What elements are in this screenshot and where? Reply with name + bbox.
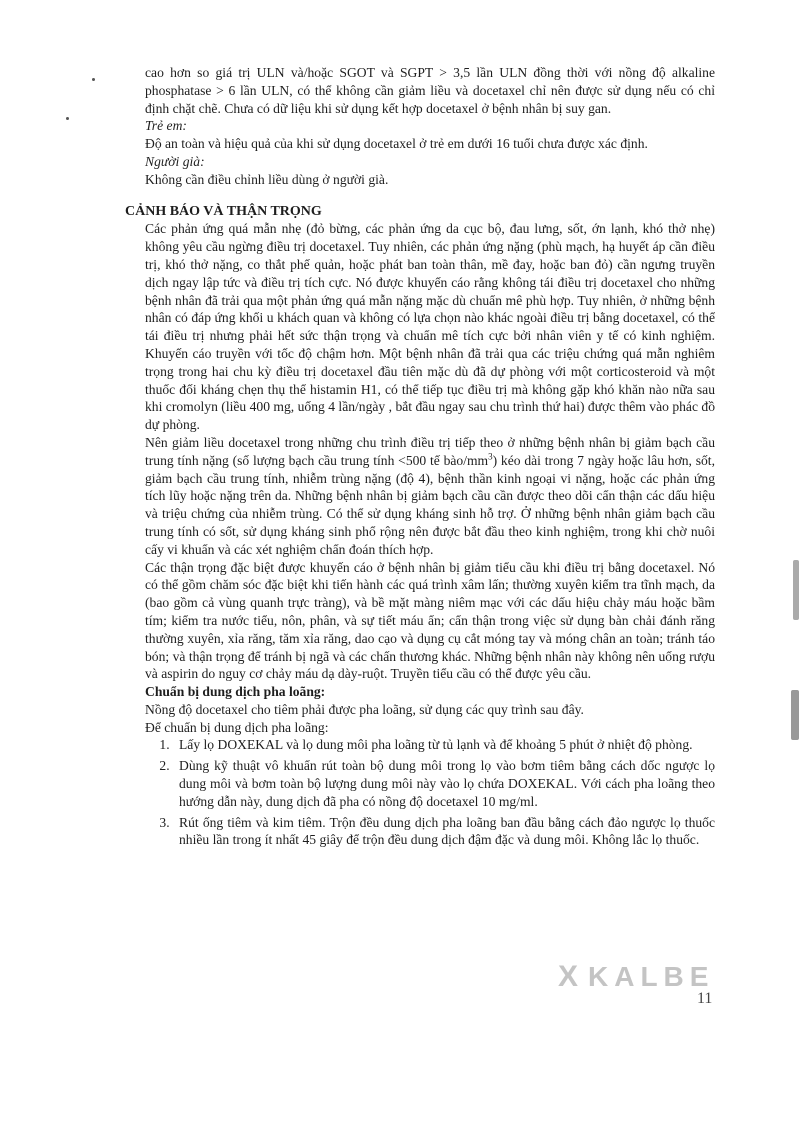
kalbe-logo-text: KALBE	[588, 961, 715, 992]
scan-edge-mark	[791, 690, 799, 740]
elderly-text: Không cần điều chỉnh liều dùng ở người già.	[145, 171, 389, 187]
scan-speck	[92, 78, 95, 81]
preparation-steps	[145, 736, 715, 849]
elderly-label: Người già:	[145, 153, 205, 169]
preparation-line-2: Để chuẩn bị dung dịch pha loãng:	[145, 719, 329, 735]
step-1: 1. Lấy lọ DOXEKAL và lọ dung môi pha loãng từ tủ lạnh và để khoảng 5 phút ở nhiệt độ phòng.	[173, 736, 715, 754]
warnings-paragraph-2-end: ) kéo dài trong 7 ngày hoặc lâu hơn, sốt, giảm bạch cầu trung tính, nhiễm trùng nặng (độ 4), bệnh thần kinh ngoại vi nặng, hoặc các phản ứng tích lũy hoặc nặng trên da. Những bệnh nhân bị giảm bạch cầu cần được theo dõi cẩn thận các dấu hiệu và triệu chứng của nhiễm trùng. Có thể sử dụng kháng sinh hỗ trợ. Ở những bệnh nhân giảm bạch cầu trung tính có sốt, sử dụng kháng sinh phổ rộng nên được bắt đầu theo kinh nghiệm, trong khi chờ nuôi cấy vi khuẩn và các xét nghiệm chẩn đoán thích hợp.	[145, 452, 715, 557]
warnings-heading: CẢNH BÁO VÀ THẬN TRỌNG	[125, 203, 322, 219]
step-3: 3. Rút ống tiêm và kim tiêm. Trộn đều dung dịch pha loãng ban đầu bằng cách đảo ngược lọ thuốc nhiều lần trong ít nhất 45 giây để trộn đều dung dịch đậm đặc và dung môi. Không lắc lọ thuốc.	[173, 814, 715, 850]
warnings-paragraph-3: Các thận trọng đặc biệt được khuyến cáo ở bệnh nhân bị giảm tiểu cầu khi điều trị bằng docetaxel. Nó có thể gồm chăm sóc đặc biệt khi tiến hành các quá trình xâm lấn; thường xuyên kiểm tra tĩnh mạch, da (bao gồm cả vùng quanh trực tràng), và bề mặt màng niêm mạc với các dấu hiệu chảy máu hoặc bầm tím; kiểm tra nước tiểu, nôn, phân, và sự tiết máu ẩn; cẩn thận trong việc sử dụng bàn chải đánh răng thường xuyên, xỉa răng, tăm xỉa răng, dao cạo và dụng cụ cắt móng tay và móng chân an toàn; tránh táo bón; và thận trọng để tránh bị ngã và các chấn thương khác. Những bệnh nhân này không nên uống rượu và aspirin do nguy cơ chảy máu dạ dày-ruột. Truyền tiểu cầu có thể được yêu cầu.	[145, 559, 715, 682]
preparation-heading: Chuẩn bị dung dịch pha loãng:	[145, 684, 326, 700]
children-text: Độ an toàn và hiệu quả của khi sử dụng docetaxel ở trẻ em dưới 16 tuổi chưa được xác định.	[145, 136, 648, 152]
children-label: Trẻ em:	[145, 118, 187, 134]
kalbe-watermark	[558, 960, 714, 994]
superscript-3: 3	[488, 451, 493, 462]
scan-speck	[66, 117, 69, 120]
warnings-paragraph-1: Các phản ứng quá mẫn nhẹ (đỏ bừng, các phản ứng da cục bộ, đau lưng, sốt, ớn lạnh, khó thở nhẹ) không yêu cầu ngừng điều trị docetaxel. Tuy nhiên, các phản ứng nặng (phù mạch, hạ huyết áp cần điều trị, khó thở nặng, co thắt phế quản, hoặc phát ban toàn thân, mề đay, hoặc ban đỏ) cần ngưng truyền dịch ngay lập tức và điều trị tích cực. Nó được khuyến cáo rằng không tái điều trị docetaxel cho những bệnh nhân đã trải qua một phản ứng quá mẫn nặng mặc dù chuẩn mê phù hợp. Tuy nhiên, ở những bệnh nhân có đáp ứng khối u khách quan và không có lựa chọn nào khác ngoài điều trị bằng docetaxel, có thể tái điều trị nhưng phải hết sức thận trọng và chuẩn mê tích cực bởi nhân viên y tế có kinh nghiệm. Khuyến cáo truyền với tốc độ chậm hơn. Một bệnh nhân đã trải qua các triệu chứng quá mẫn nghiêm trọng trong hai chu kỳ điều trị docetaxel đầu tiên mặc dù đã dự phòng với một corticosteroid và một thuốc đối kháng chẹn thụ thể histamin H1, có thể tiếp tục điều trị mà không gặp khó khăn nào nữa sau khi cromolyn (liều 400 mg, uống 4 lần/ngày , bắt đầu ngay sau chu trình thứ hai) được thêm vào phác đồ dự phòng.	[145, 221, 715, 433]
warnings-paragraph-2	[145, 434, 715, 559]
hepatic-paragraph: cao hơn so giá trị ULN và/hoặc SGOT và SGPT > 3,5 lần ULN đồng thời với nồng độ alkaline phosphatase > 6 lần ULN, có thể không cần giảm liều và docetaxel chỉ nên được sử dụng nếu có chỉ định chặt chẽ. Chưa có dữ liệu khi sử dụng kết hợp docetaxel ở bệnh nhân bị suy gan.	[145, 65, 715, 116]
scan-edge-mark	[793, 560, 799, 620]
kalbe-logo-icon: X	[558, 960, 585, 993]
preparation-line-1: Nồng độ docetaxel cho tiêm phải được pha loãng, sử dụng các quy trình sau đây.	[145, 701, 584, 717]
step-2: 2. Dùng kỹ thuật vô khuẩn rút toàn bộ dung môi trong lọ vào bơm tiêm bằng cách dốc ngược lọ dung môi và bơm toàn bộ lượng dung môi này vào lọ chứa DOXEKAL. Với cách pha loãng theo hướng dẫn này, dung dịch đã pha có nồng độ docetaxel 10 mg/ml.	[173, 757, 715, 810]
warnings-paragraph-2-start: Nên giảm liều docetaxel trong những chu trình điều trị tiếp theo ở những bệnh nhân bị giảm bạch cầu trung tính nặng (số lượng bạch cầu trung tính <500 tế bào/mm	[145, 434, 715, 468]
page-number: 11	[697, 990, 713, 1007]
body-text	[125, 64, 715, 852]
